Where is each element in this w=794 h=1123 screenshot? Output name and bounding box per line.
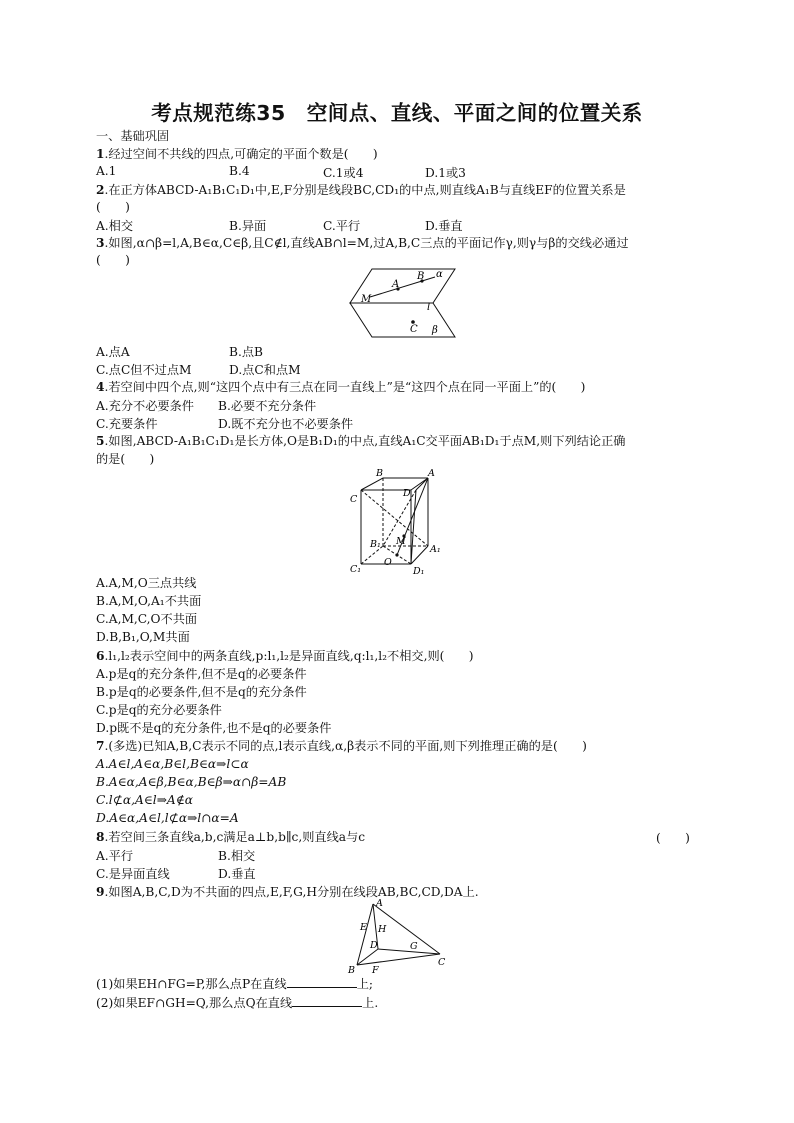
q5-label-c: C (350, 494, 358, 505)
q8-option-a: A.平行 (96, 849, 134, 863)
q3-stem: 3.如图,α∩β=l,A,B∈α,C∈β,且C∉l,直线AB∩l=M,过A,B,C三点的平面记作γ,则γ与β的交线必通过 (96, 236, 629, 250)
q1-stem: 1.经过空间不共线的四点,可确定的平面个数是( ) (96, 147, 378, 161)
q5-label-a1: A₁ (430, 544, 441, 555)
q3-paren: ( ) (96, 253, 130, 267)
q7-option-d: D.A∈α,A∈l,l⊄α⇒l∩α=A (96, 811, 239, 825)
q3-label-a: A (392, 279, 400, 290)
q1-option-b: B.4 (229, 164, 250, 178)
q3-label-alpha: α (436, 269, 443, 280)
q9-label-a: A (376, 898, 383, 909)
q9-label-c: C (438, 957, 446, 968)
q4-option-a: A.充分不必要条件 (96, 399, 194, 413)
q1-option-c: C.1或4 (323, 166, 364, 180)
q3-figure (340, 266, 460, 342)
q3-option-d: D.点C和点M (229, 363, 301, 377)
q5-label-d: D (403, 488, 411, 499)
q9-label-h: H (378, 924, 387, 935)
q5-figure (346, 466, 450, 578)
q9-sub2: (2)如果EF∩GH=Q,那么点Q在直线 上. (96, 996, 379, 1010)
q5-label-m: M (396, 536, 406, 547)
q9-label-g: G (410, 941, 418, 952)
q2-option-c: C.平行 (323, 219, 361, 233)
q3-option-a: A.点A (96, 345, 130, 359)
q5-option-c: C.A,M,C,O不共面 (96, 612, 198, 626)
q3-label-c: C (410, 324, 418, 335)
q9-label-b: B (348, 965, 355, 976)
q3-label-beta: β (432, 325, 438, 336)
q5-label-c1: C₁ (350, 564, 362, 575)
q6-option-a: A.p是q的充分条件,但不是q的必要条件 (96, 667, 307, 681)
q7-option-b: B.A∈α,A∈β,B∈α,B∈β⇒α∩β=AB (96, 775, 287, 789)
q7-stem: 7.(多选)已知A,B,C表示不同的点,l表示直线,α,β表示不同的平面,则下列推理正确的是( ) (96, 739, 587, 753)
q6-option-d: D.p既不是q的充分条件,也不是q的必要条件 (96, 721, 332, 735)
q7-option-c: C.l⊄α,A∈l⇒A∉α (96, 793, 193, 807)
q8-paren: ( ) (656, 831, 690, 845)
q2-option-a: A.相交 (96, 219, 134, 233)
q2-option-d: D.垂直 (425, 219, 463, 233)
q4-option-b: B.必要不充分条件 (218, 399, 317, 413)
q3-option-c: C.点C但不过点M (96, 363, 192, 377)
q8-option-b: B.相交 (218, 849, 256, 863)
q6-stem: 6.l₁,l₂表示空间中的两条直线,p:l₁,l₂是异面直线,q:l₁,l₂不相交,则( ) (96, 649, 474, 663)
q3-option-b: B.点B (229, 345, 263, 359)
q3-label-b: B (417, 271, 425, 282)
q5-stem-cont: 的是( ) (96, 452, 155, 466)
q5-label-b1: B₁ (370, 539, 381, 550)
q1-option-d: D.1或3 (425, 166, 466, 180)
q3-label-l: l (427, 302, 431, 313)
q5-stem: 5.如图,ABCD-A₁B₁C₁D₁是长方体,O是B₁D₁的中点,直线A₁C交平面AB₁D₁于点M,则下列结论正确 (96, 434, 626, 448)
q5-label-b: B (376, 468, 383, 479)
page-title: 考点规范练35 空间点、直线、平面之间的位置关系 (151, 101, 643, 125)
section-heading: 一、基础巩固 (96, 129, 170, 143)
q2-paren: ( ) (96, 200, 130, 214)
q3-label-m: M (361, 294, 372, 305)
q4-stem: 4.若空间中四个点,则“这四个点中有三点在同一直线上”是“这四个点在同一平面上”的( ) (96, 380, 586, 394)
q8-option-d: D.垂直 (218, 867, 256, 881)
q5-option-a: A.A,M,O三点共线 (96, 576, 197, 590)
q2-stem: 2.在正方体ABCD-A₁B₁C₁D₁中,E,F分别是线段BC,CD₁的中点,则直线A₁B与直线EF的位置关系是 (96, 183, 626, 197)
q2-option-b: B.异面 (229, 219, 267, 233)
q5-label-d1: D₁ (413, 566, 425, 577)
q9-label-e: E (360, 922, 367, 933)
q9-label-f: F (372, 965, 379, 976)
q9-sub1: (1)如果EH∩FG=P,那么点P在直线 上; (96, 977, 374, 991)
q6-option-c: C.p是q的充分必要条件 (96, 703, 222, 717)
q5-label-o: O (384, 557, 392, 568)
q9-figure (340, 898, 452, 976)
q4-option-d: D.既不充分也不必要条件 (218, 417, 354, 431)
q9-blank-1[interactable] (287, 977, 357, 988)
q5-option-b: B.A,M,O,A₁不共面 (96, 594, 202, 608)
q5-label-a: A (428, 468, 435, 479)
q1-option-a: A.1 (96, 164, 117, 178)
q6-option-b: B.p是q的必要条件,但不是q的充分条件 (96, 685, 307, 699)
q4-option-c: C.充要条件 (96, 417, 158, 431)
q9-label-d: D (370, 940, 378, 951)
q8-stem: 8.若空间三条直线a,b,c满足a⊥b,b∥c,则直线a与c (96, 830, 366, 844)
q9-stem: 9.如图A,B,C,D为不共面的四点,E,F,G,H分别在线段AB,BC,CD,DA上. (96, 885, 479, 899)
q7-option-a: A.A∈l,A∈α,B∈l,B∈α⇒l⊂α (96, 757, 249, 771)
q9-blank-2[interactable] (292, 996, 362, 1007)
q8-option-c: C.是异面直线 (96, 867, 170, 881)
q5-option-d: D.B,B₁,O,M共面 (96, 630, 190, 644)
